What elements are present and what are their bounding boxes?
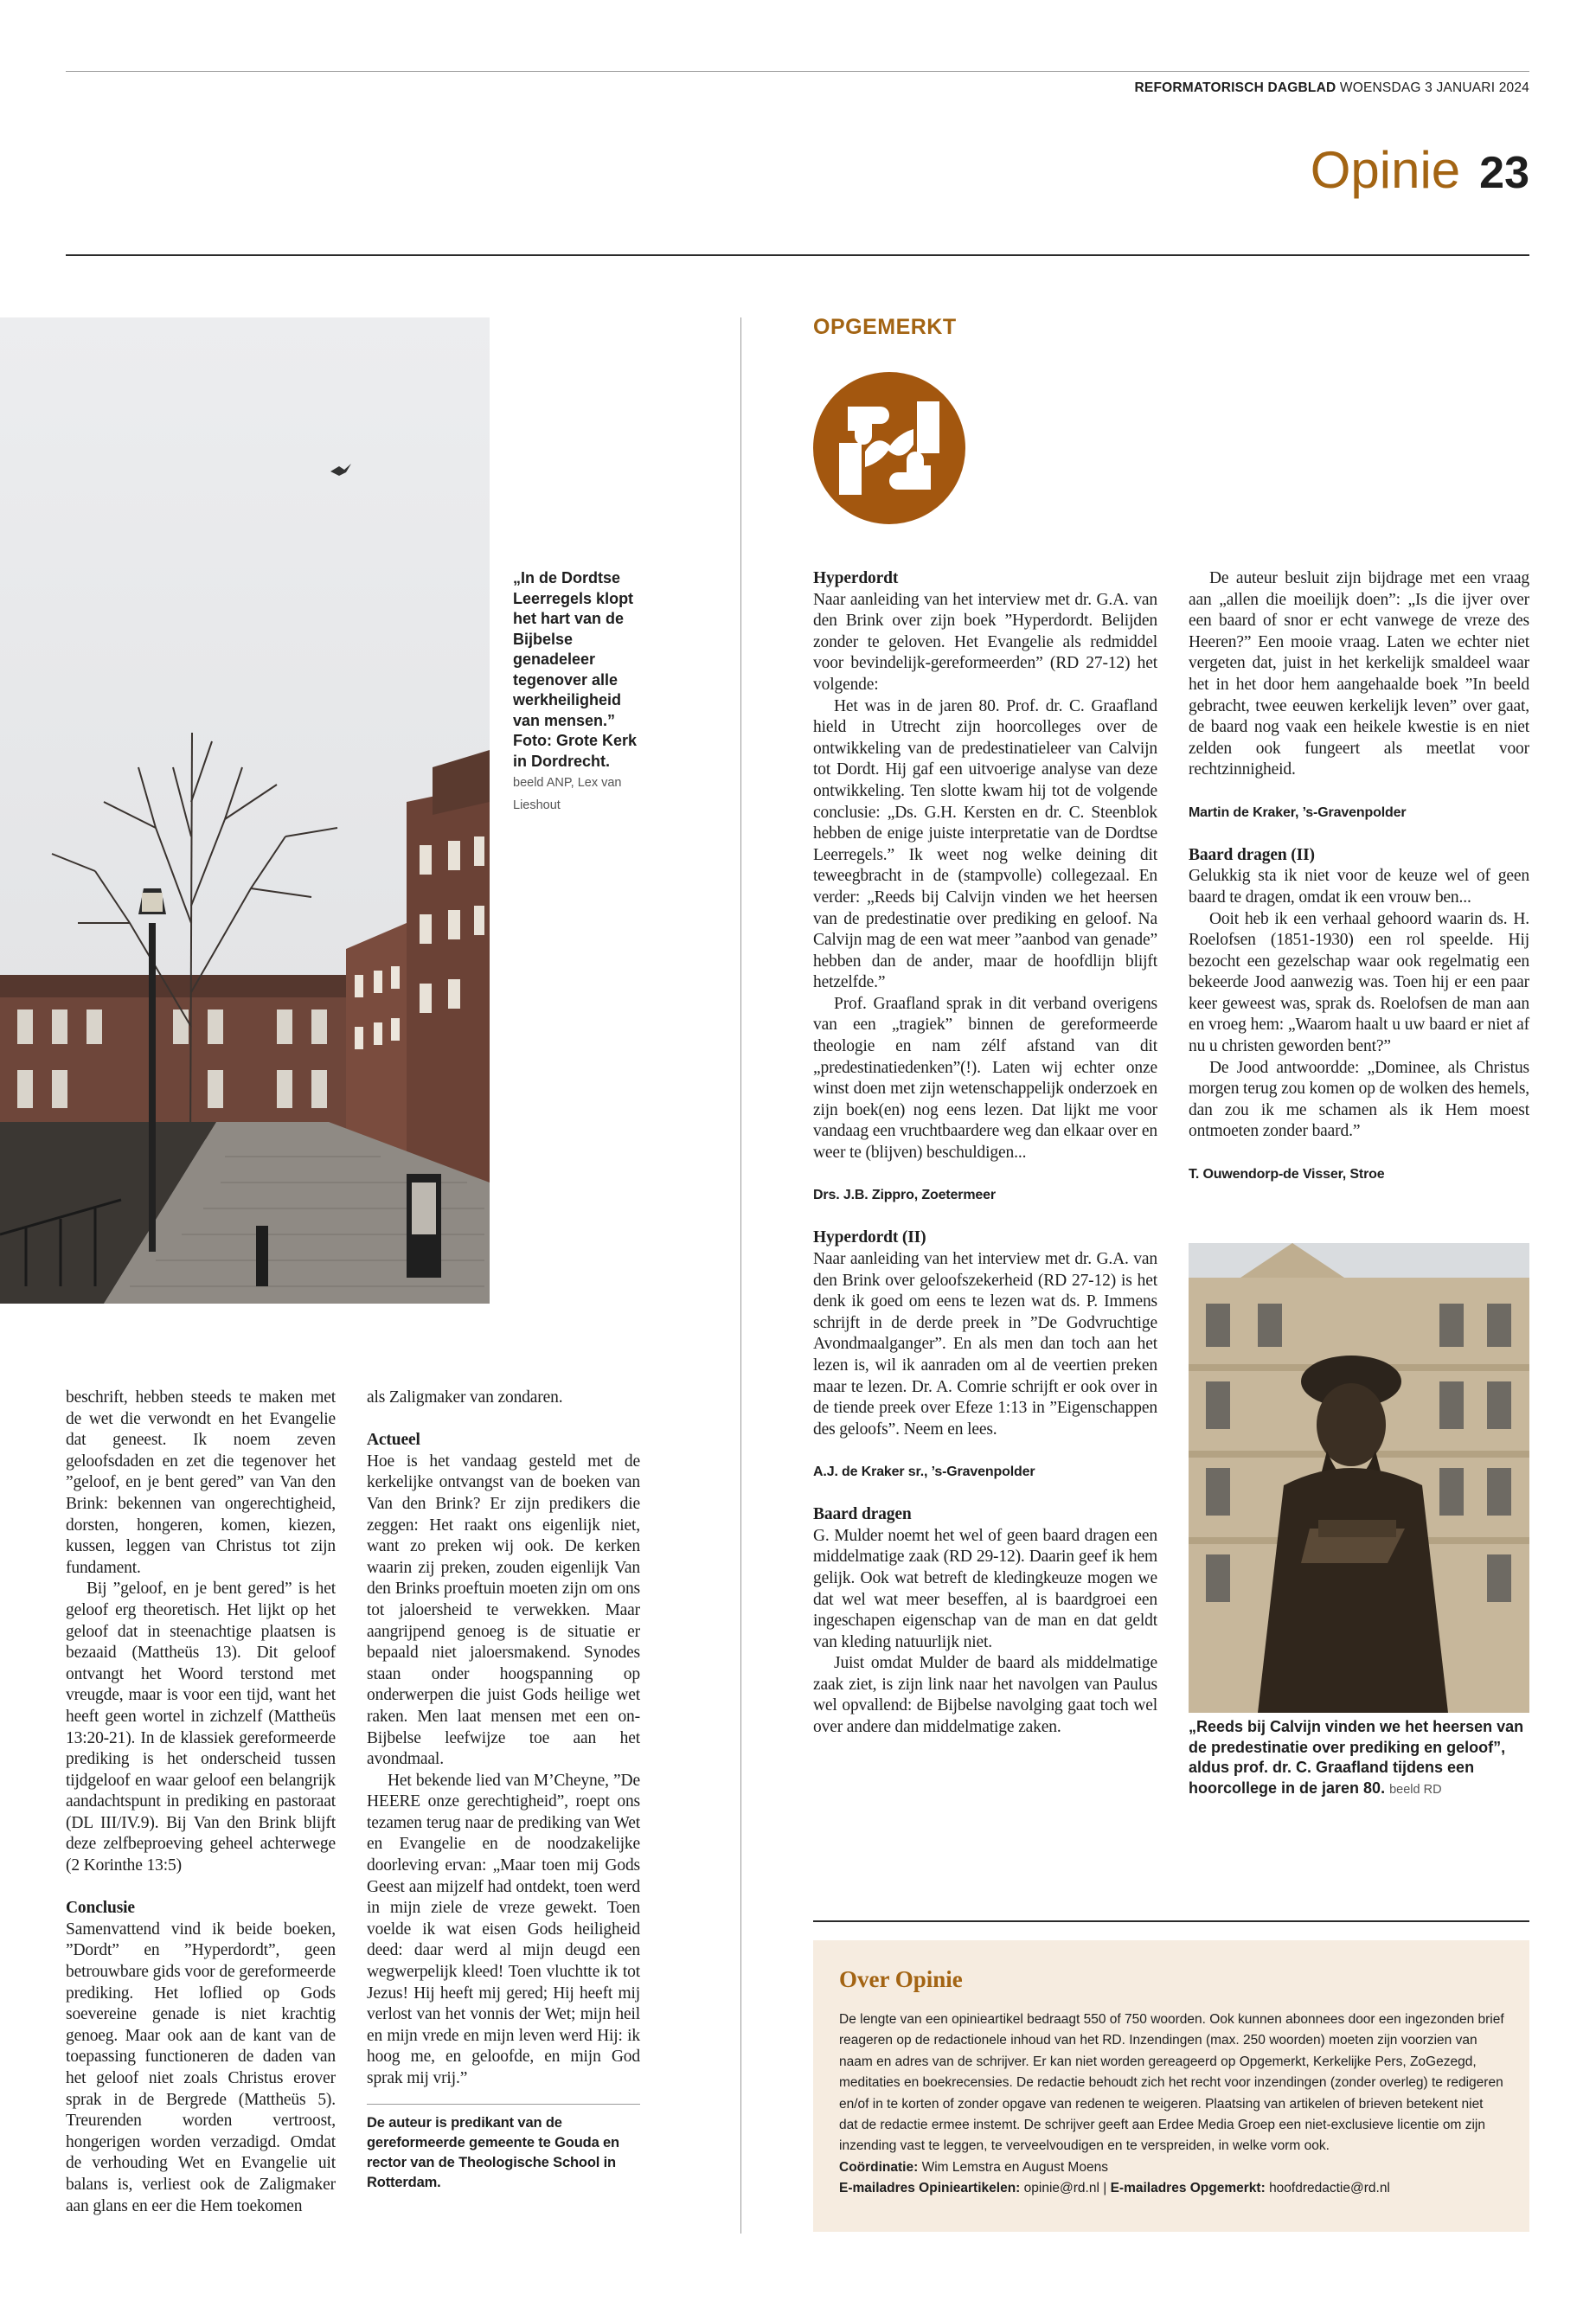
photo-dordrecht — [0, 317, 490, 1304]
letter-paragraph: Het was in de jaren 80. Prof. dr. C. Graafland hield in Utrecht zijn hoorcolleges over de ontwikkeling van de predestinatieleer van Calvijn tot Dordt. Hij gaf een uitvoerige analyse van deze ontwikkeling. Ten slotte kwam hij tot de volgende conclusie: „Ds. G.H. Kersten en dr. C. Steenblok hebben de enige juiste interpretatie van de Dordtse Leerregels.” Ik weet nog welke deining dit teweegbracht in de (stampvolle) collegezaal. En verder: „Reeds bij Calvijn vinden we het heersen van de predestinatie over prediking en geloof. Na Calvijn mag de een wat meer ”aanbod van genade” hebben dan de ander, maar de hoofdlijn blijft hetzelfde.” — [813, 696, 1157, 992]
section-title: Opinie — [1310, 141, 1461, 199]
photo-caption-left — [513, 568, 641, 816]
letter-signature: T. Ouwendorp-de Visser, Stroe — [1189, 1166, 1385, 1182]
coord-value: Wim Lemstra en August Moens — [921, 2159, 1108, 2175]
article-paragraph: als Zaligmaker van zondaren. — [367, 1388, 563, 1407]
letter-heading: Hyperdordt (II) — [813, 1228, 926, 1247]
article-column-1 — [66, 1388, 336, 2217]
letter-signature: Martin de Kraker, ’s-Gravenpolder — [1189, 804, 1407, 820]
letter-paragraph: De Jood antwoordde: „Dominee, als Christus morgen terug zou komen op de wolken des hemels, dan zou ik me schamen als ik Hem moest ontmoeten zonder baard.” — [1189, 1058, 1529, 1141]
opgemerkt-column-b — [1189, 568, 1529, 1185]
street-scene-image — [0, 317, 490, 1304]
opgemerkt-column-a — [813, 568, 1157, 1739]
letter-heading: Baard dragen — [813, 1505, 912, 1524]
photo-caption-right — [1189, 1717, 1529, 1800]
letter-heading: Hyperdordt — [813, 569, 899, 587]
letter-signature: A.J. de Kraker sr., ’s-Gravenpolder — [813, 1464, 1035, 1479]
letter-paragraph: G. Mulder noemt het wel of geen baard dragen een middelmatige zaak (RD 29-12). Daarin geef ik hem gelijk. Ook wat betreft de kledingkeuze mogen we dat wel wat meer beseffen, al is baardgroei een ingeschapen eigenschap van de man en dat geldt van kleding natuurlijk niet. — [813, 1526, 1157, 1651]
caption-quote: „Reeds bij Calvijn vinden we het heersen van de predestinatie over prediking en geloof”, aldus prof. dr. C. Graafland tijdens een hoorcollege in de jaren 80. — [1189, 1718, 1524, 1797]
photo-credit: beeld RD — [1389, 1782, 1442, 1797]
article-paragraph: Bij ”geloof, en je bent gered” is het geloof erg theoretisch. Het lijkt op het geloof dat in steenachtige plaatsen is bezaaid (Mattheüs 13). Dit geloof ontvangt het Woord terstond met vreugde, maar is voor een tijd, want het heeft geen wortel in zichzelf (Mattheüs 13:20-21). In de klassiek gereformeerde prediking is het onderscheid tussen tijdgeloof en waar geloof een belangrijk aandachtspunt in prediking en pastoraat (DL III/IV.9). Bij Van den Brink blijft deze zelfbeproeving geheel achterwege (2 Korinthe 13:5) — [66, 1580, 336, 1875]
section-header — [1125, 140, 1529, 200]
subheading-conclusie: Conclusie — [66, 1899, 135, 1918]
box-rule — [813, 1920, 1529, 1922]
letter-paragraph: Naar aanleiding van het interview met dr. G.A. van den Brink over geloofszekerheid (RD 27-12) is het denk ik goed om eens te lezen wat ds. P. Immens schrijft in de derde preek in ”De Godvruchtige Avondmaalganger”. En als men dan toch aan het lezen is, wil ik aanraden om al de veertien preken maar te lezen. Dr. A. Comrie schrijft er ook over in de tiende preek over Efeze 1:13 in ”Eigenschappen des geloofs”. Neem en lees. — [813, 1250, 1157, 1439]
opgemerkt-kicker: OPGEMERKT — [813, 315, 957, 339]
coord-label: Coördinatie: — [839, 2159, 919, 2175]
over-opinie-box — [813, 1940, 1529, 2232]
letter-paragraph: Juist omdat Mulder de baard als middelmatige zaak ziet, is zijn link naar het navolgen van Paulus wel opvallend: de Bijbelse navolging gaat toch wel over andere dan middelmatige zaken. — [813, 1654, 1157, 1737]
letter-paragraph: Prof. Graafland sprak in dit verband overigens van een „tragiek” binnen de gereformeerde theologie en nam zélf afstand van dit „predestinatiedenken”(!). Laten wij echter onze winst doen met zijn wetenschappelijk onderzoek en zijn boek(en) nog eens lezen. Dat lijkt me voor vandaag een vruchtbaardere weg dan elkaar over en weer te (blijven) beschuldigen... — [813, 994, 1157, 1163]
thumbs-icon — [813, 372, 965, 524]
article-paragraph: Hoe is het vandaag gesteld met de kerkelijke ontvangst van de boeken van Van den Brink? Er zijn predikers die zeggen: Het raakt ons eigenlijk niet, want zo preken wij ook. De kerken waarin zij preken, zouden eigenlijk Van den Brinks proeftuin moeten zijn om ons tot jaloersheid te verwekken. Maar aangrijpend genoeg is de situatie er bepaald niet jaloersmakend. Synodes staan onder hoogspanning op onderwerpen die juist Gods heilige wet raken. Men laat mensen met een on-Bijbelse leefwijze toe aan het avondmaal. — [367, 1452, 640, 1769]
email-separator: | — [1103, 2181, 1107, 2196]
photo-calvin-statue — [1189, 1243, 1529, 1713]
email-opgemerkt[interactable]: hoofdredactie@rd.nl — [1269, 2181, 1390, 2196]
page-number: 23 — [1479, 148, 1529, 198]
top-rule — [66, 71, 1529, 72]
statue-image — [1189, 1243, 1529, 1713]
letter-paragraph: Ooit heb ik een verhaal gehoord waarin ds. H. Roelofsen (1851-1930) een rol speelde. Hij bezocht een gezelschap waar ook regelmatig een bekeerde Jood aanwezig was. Toen hij er een paar keer geweest was, sprak ds. Roelofsen de man aan en vroeg hem: „Waarom haalt u uw baard er niet af nu u christen geworden bent?” — [1189, 909, 1529, 1056]
letter-paragraph: Gelukkig sta ik niet voor de keuze wel of geen baard te dragen, omdat ik een vrouw ben... — [1189, 867, 1529, 907]
paper-name: REFORMATORISCH DAGBLAD — [1134, 80, 1336, 95]
header-rule — [66, 254, 1529, 256]
article-paragraph: Het bekende lied van M’Cheyne, ”De HEERE onze gerechtigheid”, roept ons tezamen terug naar de prediking van Wet en Evangelie en de noodzakelijke doorleving ervan: „Maar toen mij Gods Geest aan mijzelf had ontdekt, toen werd in mijn ziele de vreze gewekt. Toen voelde ik wat eisen Gods heiligheid deed: daar werd al mijn deugd een wegwerpelijk kleed! Toen vluchtte ik tot Jezus! Hij heeft mij gered; Hij heeft mij verlost van het vonnis der Wet; mijn heil en mijn vrede en mijn leven werd Hij: ik hoog me, en geloofde, en mijn God sprak mij vrij.” — [367, 1771, 640, 2087]
over-opinie-body — [839, 2009, 1505, 2200]
email-label-opinie: E-mailadres Opinieartikelen: — [839, 2181, 1021, 2196]
caption-quote: „In de Dordtse Leerregels klopt het hart van de Bijbelse genadeleer tegenover alle werkheiligheid van mensen.” Foto: Grote Kerk in Dordrecht. — [513, 569, 638, 770]
article-column-2 — [367, 1388, 640, 2193]
letter-paragraph: De auteur besluit zijn bijdrage met een vraag aan „allen die moeilijk doen”: „Is die ijver over een baard of snor er echt vanwege de vreze des Heeren?” Een mooie vraag. Laten we echter niet vergeten dat, juist in het kerkelijk smaldeel waar het in het door hem aangehaalde boek ”In beeld gebracht, twee eeuwen kerkelijk leven” over gaat, de baard nog vaak een heikele kwestie is en niet zelden ook fungeert als meetlat voor rechtzinnigheid. — [1189, 569, 1529, 779]
author-bio: De auteur is predikant van de gereformeerde gemeente te Gouda en rector van de Theologische School in Rotterdam. — [367, 2114, 619, 2190]
coordination-line — [839, 2157, 1505, 2178]
masthead-line — [865, 80, 1529, 96]
article-paragraph: beschrift, hebben steeds te maken met de wet die verwondt en het Evangelie dat geneest. Ik noem zeven geloofsdaden en zet die tegenover het ”geloof, en je bent gered” van Van den Brink: bekennen van ongerechtigheid, dorsten, hongeren, komen, kiezen, kussen, leggen van Christus tot zijn fundament. — [66, 1388, 336, 1577]
edition-date: WOENSDAG 3 JANUARI 2024 — [1339, 80, 1529, 95]
email-line — [839, 2178, 1505, 2199]
over-opinie-title: Over Opinie — [839, 1966, 963, 1992]
subheading-actueel: Actueel — [367, 1431, 420, 1450]
letter-paragraph: Naar aanleiding van het interview met dr. G.A. van den Brink over zijn boek ”Hyperdordt. Belijden zonder te geloven. Het Evangelie als redmiddel voor bevindelijk-gereformeerden” (RD 27-12) het volgende: — [813, 590, 1157, 694]
letter-signature: Drs. J.B. Zippro, Zoetermeer — [813, 1188, 996, 1203]
photo-credit: beeld ANP, Lex van Lieshout — [513, 776, 622, 812]
email-label-opgemerkt: E-mailadres Opgemerkt: — [1110, 2181, 1266, 2196]
opgemerkt-logo — [813, 372, 965, 524]
letter-heading: Baard dragen (II) — [1189, 845, 1315, 864]
over-opinie-text: De lengte van een opinieartikel bedraagt 550 of 750 woorden. Ook kunnen abonnees door een ingezonden brief reageren op de redactionele inhoud van het RD. Inzendingen (max. 250 woorden) moeten zijn voorzien van naam en adres van de schrijver. Er kan niet worden gereageerd op Opgemerkt, Kerkelijke Pers, ZoGezegd, meditaties en boekrecensies. De redactie behoudt zich het recht voor inzendingen (zonder overleg) te redigeren en/of in te korten of zonder opgave van redenen te weigeren. Plaatsing van artikelen of brieven betekent niet dat de redactie ermee instemt. De schrijver geeft aan Erdee Media Groep een niet-exclusieve licentie om zijn inzending vast te leggen, te verveelvoudigen en te verspreiden, in welke vorm ook. — [839, 2012, 1504, 2154]
email-opinie[interactable]: opinie@rd.nl — [1023, 2181, 1099, 2196]
article-paragraph: Samenvattend vind ik beide boeken, ”Dordt” en ”Hyperdordt”, geen betrouwbare gids voor de gereformeerde prediking. Het loflied op Gods soevereine genade is niet krachtig genoeg. Maar ook aan de kant van de toepassing functioneren de daden van het geloof niet zoals Christus erover sprak in de Bergrede (Mattheüs 5). Treurenden worden vertroost, hongerigen worden verzadigd. Omdat de verhouding Wet en Evangelie uit balans is, verliest ook de Zaligmaker aan glans en eer die Hem toekomen — [66, 1920, 336, 2215]
column-separator — [740, 317, 741, 2234]
